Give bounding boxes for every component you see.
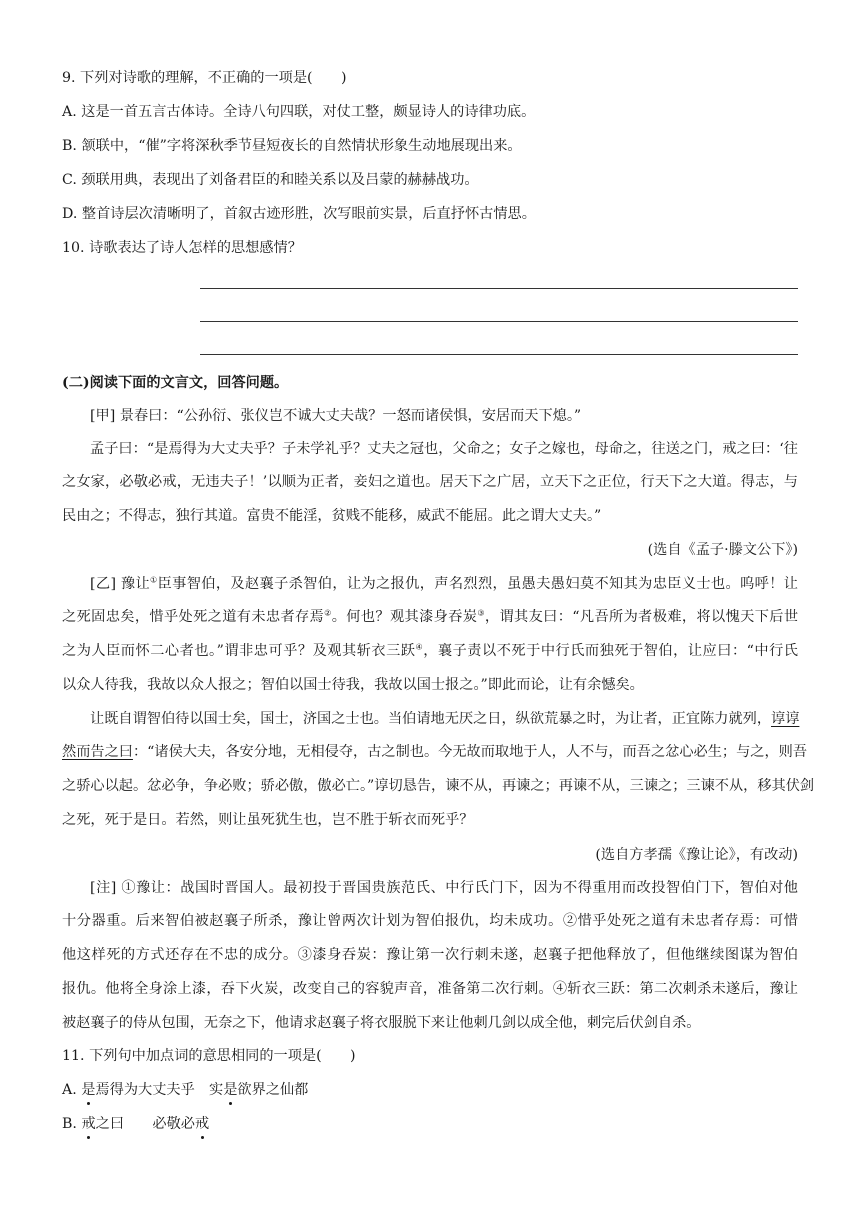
jia-line-4: 民由之；不得志，独行其道。富贵不能淫，贫贱不能移，威武不能屈。此之谓大丈夫。”: [62, 508, 602, 524]
q9-option-d: D. 整首诗层次清晰明了，首叙古迹形胜，次写眼前实景，后直抒怀古情思。: [62, 206, 536, 222]
footnote-marker: ④: [415, 642, 424, 652]
q9-stem: 9. 下列对诗歌的理解，不正确的一项是( ): [62, 70, 347, 86]
footnote-marker: ②: [324, 608, 332, 618]
note-line-4: 报仇。他将全身涂上漆，吞下火炭，改变自己的容貌声音，准备第二次行刺。④斩衣三跃：第二次刺杀未遂后，豫让: [62, 981, 798, 997]
note-line-5: 被赵襄子的侍从包围，无奈之下，他请求赵襄子将衣服脱下来让他刺几剑以成全他，刺完后伏剑自杀。: [62, 1015, 701, 1031]
dotted-word: 是: [81, 1082, 96, 1098]
dotted-word: 戒: [81, 1116, 96, 1132]
answer-line-2: [200, 321, 798, 322]
yi-source: (选自方孝孺《豫让论》，有改动): [595, 847, 798, 863]
yi-line-2: 之死固忠矣，惜乎处死之道有未忠者存焉②。何也？观其漆身吞炭③，谓其友曰：“凡吾所为者极难，将以愧天下后世: [62, 608, 799, 625]
jia-line-1: [甲] 景春曰：“公孙衍、张仪岂不诚大丈夫哉？一怒而诸侯惧，安居而天下熄。”: [90, 408, 582, 424]
q11-option-a: A. 是焉得为大丈夫乎 实是欲界之仙都: [62, 1082, 309, 1098]
section-heading: (二)阅读下面的文言文，回答问题。: [62, 375, 289, 391]
answer-line-1: [200, 288, 798, 289]
q9-option-c: C. 颈联用典，表现出了刘备君臣的和睦关系以及吕蒙的赫赫战功。: [62, 172, 479, 188]
footnote-marker: ③: [477, 608, 485, 618]
jia-line-3: 之女家，必敬必戒，无违夫子！’以顺为正者，妾妇之道也。居天下之广居，立天下之正位，行天下之大道。得志，与: [62, 474, 798, 490]
yi-line-1: [乙] 豫让①臣事智伯，及赵襄子杀智伯，让为之报仇，声名烈烈，虽愚夫愚妇莫不知其为忠臣义士也。呜呼！让: [90, 575, 798, 592]
q11-option-b: B. 戒之曰 必敬必戒: [62, 1116, 210, 1132]
q9-option-b: B. 颔联中，“催”字将深秋季节昼短夜长的自然情状形象生动地展现出来。: [62, 138, 522, 154]
dotted-word: 戒: [194, 1116, 210, 1132]
jia-line-2: 孟子曰：“是焉得为大丈夫乎？子未学礼乎？丈夫之冠也，父命之；女子之嫁也，母命之，往送之门，戒之曰：‘往: [90, 441, 798, 457]
q10-stem: 10. 诗歌表达了诗人怎样的思想感情？: [62, 240, 302, 256]
note-line-2: 十分器重。后来智伯被赵襄子所杀，豫让曾两次计划为智伯报仇，均未成功。②惜乎处死之道有未忠者存焉：可惜: [62, 913, 798, 929]
note-line-3: 他这样死的方式还存在不忠的成分。③漆身吞炭：豫让第一次行刺未遂，赵襄子把他释放了，但他继续图谋为智伯: [62, 947, 798, 963]
p2-line-4: 之死，死于是日。若然，则让虽死犹生也，岂不胜于斩衣而死乎？: [62, 812, 474, 828]
underlined-phrase: 谆谆: [771, 711, 800, 727]
footnote-marker: ①: [150, 575, 158, 585]
p2-line-3: 之骄心以起。忿必争，争必败；骄必傲，傲必亡。”谆切恳告，谏不从，再谏之；再谏不从，三谏之；三谏不从，移其伏剑: [62, 778, 815, 794]
dotted-word: 是: [223, 1082, 238, 1098]
answer-line-3: [200, 354, 798, 355]
jia-source: (选自《孟子·滕文公下》): [647, 542, 798, 558]
yi-line-4: 以众人待我，我故以众人报之；智伯以国士待我，我故以国士报之。”即此而论，让有余憾矣。: [62, 677, 644, 693]
p2-line-2: 然而告之曰：“诸侯大夫，各安分地，无相侵夺，古之制也。今无故而取地于人，人不与，而吾之忿心必生；与之，则吾: [62, 744, 808, 760]
q11-stem: 11. 下列句中加点词的意思相同的一项是( ): [62, 1048, 356, 1064]
yi-line-3: 之为人臣而怀二心者也。”谓非忠可乎？及观其斩衣三跃④，襄子责以不死于中行氏而独死于智伯，让应曰：“中行氏: [62, 642, 798, 659]
q9-option-a: A. 这是一首五言古体诗。全诗八句四联，对仗工整，颇显诗人的诗律功底。: [62, 104, 536, 120]
p2-line-1: 让既自谓智伯待以国士矣，国士，济国之士也。当伯请地无厌之日，纵欲荒暴之时，为让者，正宜陈力就列，谆谆: [90, 711, 800, 727]
note-line-1: [注] ①豫让：战国时晋国人。最初投于晋国贵族范氏、中行氏门下，因为不得重用而改投智伯门下，智伯对他: [90, 880, 798, 896]
underlined-phrase: 然而告之曰: [62, 744, 133, 760]
